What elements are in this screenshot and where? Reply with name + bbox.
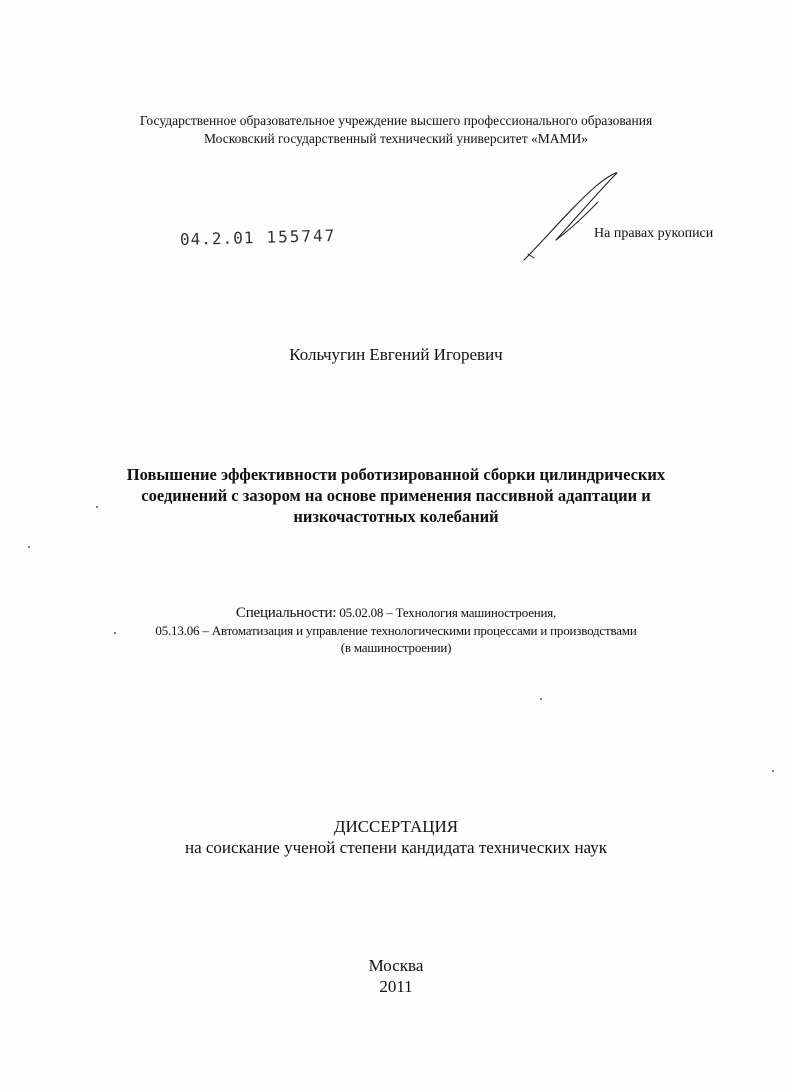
title-line-1: Повышение эффективности роботизированной сборки цилиндрических bbox=[126, 465, 666, 484]
author-name: Кольчугин Евгений Игоревич bbox=[289, 345, 503, 364]
specialties-block bbox=[0, 604, 792, 656]
specialties-label: Специальности: bbox=[235, 605, 337, 621]
specialty-line-1 bbox=[0, 604, 792, 622]
registration-stamp bbox=[180, 226, 337, 249]
document-type: ДИССЕРТАЦИЯ bbox=[333, 817, 459, 836]
stamp-date: 04.2.01 bbox=[179, 228, 255, 250]
publication-year: 2011 bbox=[379, 977, 413, 996]
document-type-block bbox=[0, 816, 792, 858]
specialty-2-note: (в машиностроении) bbox=[340, 640, 452, 655]
specialty-1: 05.02.08 – Технология машиностроения, bbox=[339, 605, 557, 620]
publication-footer bbox=[0, 955, 792, 997]
handwritten-signature bbox=[516, 168, 626, 268]
stamp-number: 155747 bbox=[266, 225, 337, 247]
title-line-2: соединений с зазором на основе применения пассивной адаптации и bbox=[141, 486, 651, 505]
scan-speck bbox=[540, 698, 542, 700]
document-purpose: на соискание ученой степени кандидата технических наук bbox=[184, 838, 607, 857]
scan-speck bbox=[114, 632, 116, 634]
scan-speck bbox=[772, 770, 774, 772]
specialty-2: 05.13.06 – Автоматизация и управление технологическими процессами и производствами bbox=[155, 623, 637, 638]
scan-speck bbox=[96, 506, 98, 508]
institution-header bbox=[0, 112, 792, 148]
manuscript-rights-note: На правах рукописи bbox=[594, 226, 714, 241]
institution-line-2: Московский государственный технический университет «МАМИ» bbox=[204, 131, 588, 146]
institution-line-1: Государственное образовательное учреждение высшего профессионального образования bbox=[139, 113, 653, 128]
title-line-3: низкочастотных колебаний bbox=[293, 507, 499, 526]
publication-city: Москва bbox=[368, 956, 424, 975]
scan-speck bbox=[28, 546, 30, 548]
dissertation-title bbox=[0, 464, 792, 527]
